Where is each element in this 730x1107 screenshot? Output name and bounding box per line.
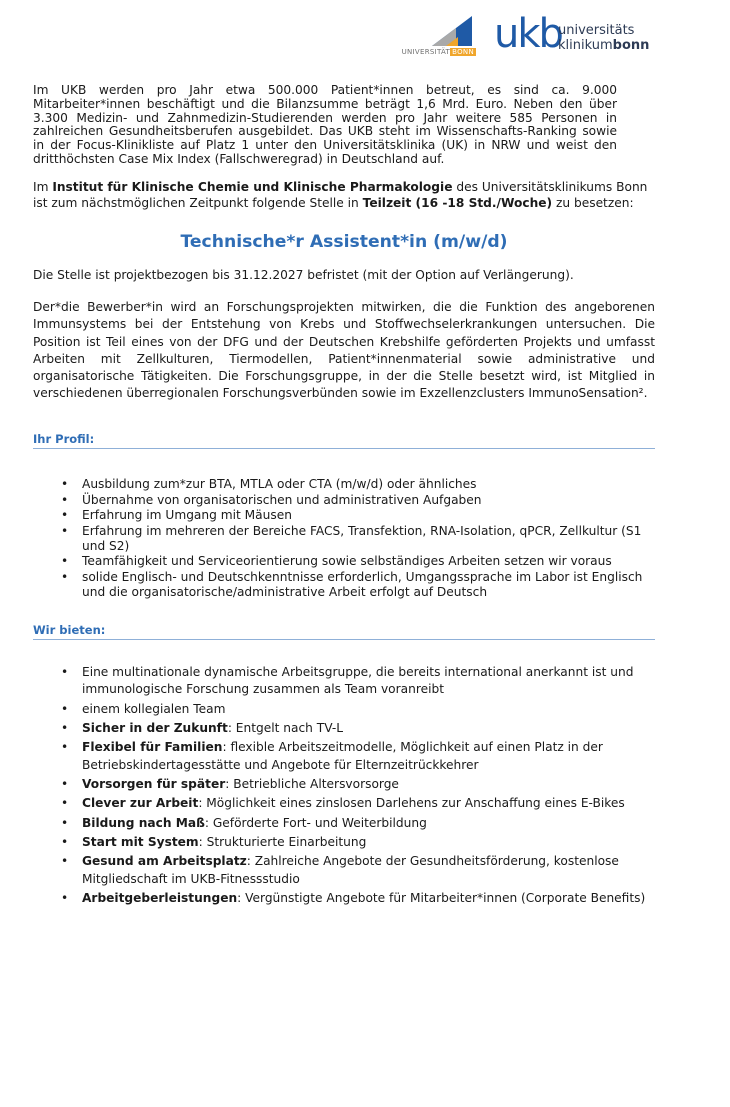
ukb-line2 <box>558 38 649 53</box>
offer-item-text: : Vergünstigte Angebote für Mitarbeiter*innen (Corporate Benefits) <box>237 890 646 905</box>
uni-bonn-wordmark <box>402 48 476 56</box>
offer-item-title: Flexibel für Familien <box>82 740 223 755</box>
institute-paragraph <box>33 179 655 212</box>
offer-item-title: Gesund am Arbeitsplatz <box>82 854 247 869</box>
list-item <box>82 815 655 833</box>
institute-text-1: Im <box>33 179 53 194</box>
list-item <box>82 853 655 888</box>
offer-item-text: : flexible Arbeitszeitmodelle, Möglichkeit auf einen Platz in der Betriebskindertagesstätte und Angebote für Elternzeitrückkehrer <box>82 740 603 772</box>
intro-paragraph: Im UKB werden pro Jahr etwa 500.000 Patient*innen betreut, es sind ca. 9.000 Mitarbeiter*innen beschäftigt und die Bilanzsumme beträgt 1,6 Mrd. Euro. Neben den über 3.300 Medizin- und Zahnmedizin-Studierenden werden pro Jahr weitere 585 Personen in zahlreichen Gesundheitsberufen ausgebildet. Das UKB steht im Wissenschafts-Ranking sowie in der Focus-Klinikliste auf Platz 1 unter den Universitätsklinika (UK) in NRW und weist den dritthöchsten Case Mix Index (Fallschweregrad) in Deutschland auf. <box>33 83 617 166</box>
job-title: Technische*r Assistent*in (m/w/d) <box>180 231 508 252</box>
list-item: • solide Englisch- und Deutschkenntnisse erforderlich, Umgangssprache im Labor ist Englisch und die organisatorische/administrative Arbeit erfolgt auf Deutsch <box>82 570 655 601</box>
uni-bonn-suffix: BONN <box>452 48 474 56</box>
working-hours: Teilzeit (16 -18 Std./Woche) <box>362 196 553 211</box>
offer-item-title: Sicher in der Zukunft <box>82 720 228 735</box>
list-item <box>82 795 655 813</box>
list-item: • Teamfähigkeit und Serviceorientierung sowie selbständiges Arbeiten setzen wir voraus <box>82 554 655 569</box>
description-paragraph: Der*die Bewerber*in wird an Forschungsprojekten mitwirken, die die Funktion des angeborenen Immunsystems bei der Entstehung von Krebs und Stoffwechselerkrankungen untersuchen. Die Position ist Teil eines von der DFG und der Deutschen Krebshilfe geförderten Projekts und umfasst Arbeiten mit Zellkulturen, Tiermodellen, Patient*innenmaterial sowie administrative und organisatorische Tätigkeiten. Die Forschungsgruppe, in der die Stelle besetzt wird, ist Mitglied in verschiedenen überregionalen Forschungsverbünden sowie im Exzellenzclusters ImmunoSensation². <box>33 300 655 401</box>
ukb-line2-normal: klinikum <box>558 38 613 53</box>
offer-item-text: : Entgelt nach TV-L <box>227 720 344 735</box>
offer-item-text: : Möglichkeit eines zinslosen Darlehens zur Anschaffung eines E-Bikes <box>198 796 625 811</box>
offer-item-text: Eine multinationale dynamische Arbeitsgruppe, die bereits international anerkannt ist und immunologische Forschung zusammen als Team voranreibt <box>82 664 634 697</box>
uni-bonn-prefix: UNIVERSITÄT <box>401 48 451 56</box>
offer-item-text: : Zahlreiche Angebote der Gesundheitsförderung, kostenlose Mitgliedschaft im UKB-Fitnessstudio <box>82 854 619 886</box>
uni-bonn-logo <box>374 16 476 58</box>
institute-name: Institut für Klinische Chemie und Klinische Pharmakologie <box>52 179 453 194</box>
list-item <box>82 701 655 719</box>
profile-heading: Ihr Profil: <box>33 432 655 449</box>
uni-bonn-emblem-icon <box>432 16 472 46</box>
ukb-wordmark <box>558 23 649 53</box>
job-posting <box>33 84 655 909</box>
ukb-line2-bold: bonn <box>612 38 650 53</box>
offer-item-text: : Geförderte Fort- und Weiterbildung <box>204 815 427 830</box>
offer-item-title: Arbeitgeberleistungen <box>82 890 238 905</box>
profile-list <box>33 477 655 600</box>
institute-text-3: zu besetzen: <box>552 196 634 211</box>
list-item <box>82 739 655 774</box>
ukb-mark: ukb <box>494 11 562 57</box>
offer-list <box>33 664 655 908</box>
list-item: • Übernahme von organisatorischen und administrativen Aufgaben <box>82 493 655 508</box>
offer-item-text: : Betriebliche Altersvorsorge <box>225 776 399 791</box>
offer-item-text: : Strukturierte Einarbeitung <box>198 834 367 849</box>
list-item <box>82 890 655 908</box>
list-item: • Erfahrung im Umgang mit Mäusen <box>82 508 655 523</box>
offer-item-title: Start mit System <box>82 834 199 849</box>
ukb-line1: universitäts <box>558 23 635 38</box>
ukb-logo <box>494 11 664 60</box>
offer-item-title: Vorsorgen für später <box>82 776 226 791</box>
offer-item-title: Clever zur Arbeit <box>82 796 199 811</box>
list-item <box>82 834 655 852</box>
list-item: • Erfahrung im mehreren der Bereiche FACS, Transfektion, RNA-Isolation, qPCR, Zellkultur (S1 und S2) <box>82 524 655 555</box>
list-item <box>82 664 655 699</box>
fixed-term-paragraph: Die Stelle ist projektbezogen bis 31.12.2027 befristet (mit der Option auf Verlängerung). <box>33 267 574 282</box>
institute-text-2: des Universitätsklinikums Bonn ist zum nächstmöglichen Zeitpunkt folgende Stelle in <box>33 179 648 211</box>
offer-heading: Wir bieten: <box>33 623 655 640</box>
list-item <box>82 720 655 738</box>
list-item <box>82 776 655 794</box>
offer-item-title: Bildung nach Maß <box>82 815 205 830</box>
offer-item-text: einem kollegialen Team <box>82 701 226 716</box>
list-item: • Ausbildung zum*zur BTA, MTLA oder CTA (m/w/d) oder ähnliches <box>82 477 655 492</box>
